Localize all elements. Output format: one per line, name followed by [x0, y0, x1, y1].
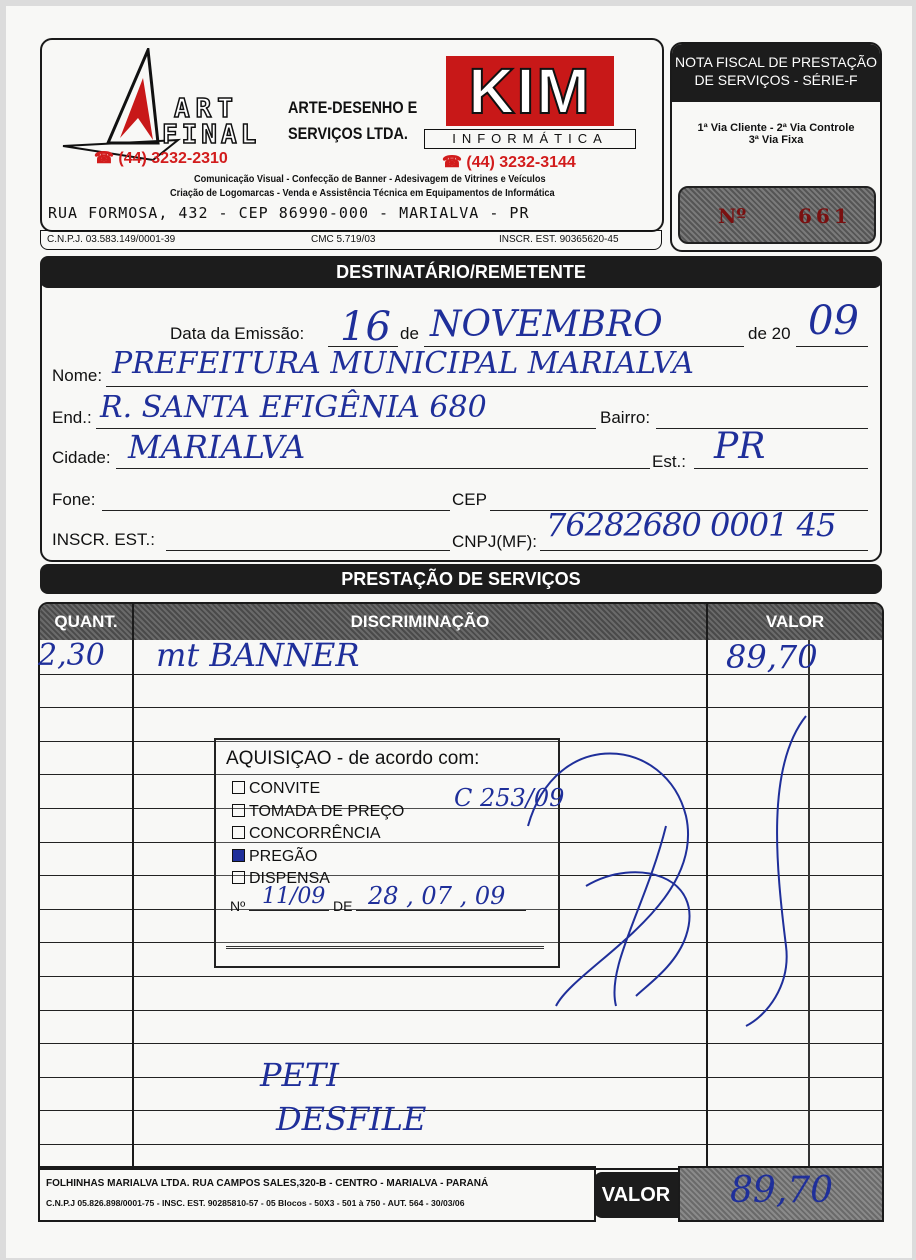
stamp-de-label: DE [333, 898, 353, 914]
cnpj-line [540, 550, 868, 551]
nota-title-line1: NOTA FISCAL DE PRESTAÇÃO [674, 54, 877, 70]
de-20-label: de 20 [748, 324, 791, 343]
stamp-option [232, 801, 404, 824]
emission-year: 09 [808, 298, 859, 344]
est-label: Est.: [652, 452, 687, 471]
est-line [694, 468, 868, 469]
cidade-value: MARIALVA [128, 428, 306, 466]
stamp-number: 11/09 [262, 884, 326, 909]
col-valor-header: VALOR [708, 604, 882, 640]
stamp-option-label: CONVITE [249, 780, 321, 797]
item-valor: 89,70 [726, 638, 818, 676]
stamp-date: 28 , 07 , 09 [368, 882, 506, 910]
nome-line [106, 386, 868, 387]
stamp-option [232, 778, 404, 801]
phone-2-number: (44) 3232-3144 [466, 154, 576, 171]
nota-vias [672, 122, 880, 146]
nota-vias-line2: 3ª Via Fixa [748, 134, 804, 146]
nome-label: Nome: [52, 366, 103, 385]
kim-subtitle: INFORMÁTICA [424, 129, 636, 149]
company-address: RUA FORMOSA, 432 - CEP 86990-000 - MARIALVA - PR [48, 204, 530, 222]
stamp-option-label: PREGÃO [249, 847, 318, 865]
inscr-est-line [166, 550, 450, 551]
checkbox-icon [232, 804, 245, 817]
nome-value: PREFEITURA MUNICIPAL MARIALVA [112, 346, 694, 381]
company-name-line1: ARTE-DESENHO E [288, 98, 418, 117]
kim-logo: KIM [446, 56, 614, 126]
cnpj-value: 76282680 0001 45 [546, 506, 836, 544]
nota-title-line2: DE SERVIÇOS - SÉRIE-F [694, 72, 858, 88]
cnpj-label: CNPJ(MF): [452, 532, 537, 551]
bairro-label: Bairro: [600, 408, 651, 427]
stamp-option [232, 823, 404, 846]
stamp-option [232, 846, 404, 869]
phone-icon: ☎ [442, 154, 467, 171]
item-disc: mt BANNER [156, 636, 360, 674]
cidade-label: Cidade: [52, 448, 111, 467]
year-line [796, 346, 868, 347]
phone-icon: ☎ [94, 150, 119, 167]
nota-number-label: Nº [718, 204, 747, 228]
nota-title-bar [672, 44, 880, 102]
checkbox-icon [232, 781, 245, 794]
checkbox-icon [232, 849, 245, 862]
cep-label: CEP [452, 490, 487, 509]
table-row [40, 1144, 882, 1145]
emission-month: NOVEMBRO [430, 304, 663, 345]
cidade-line [116, 468, 650, 469]
destinatario-header: DESTINATÁRIO/REMETENTE [40, 256, 882, 288]
item-quant: 2,30 [38, 638, 105, 673]
logo-text-final: FINAL [162, 120, 261, 150]
emission-day: 16 [340, 304, 391, 350]
company-name-line2: SERVIÇOS LTDA. [288, 124, 408, 143]
table-row [40, 1043, 882, 1044]
checkbox-icon [232, 871, 245, 884]
company-info-strip [40, 230, 662, 250]
endereco-value: R. SANTA EFIGÊNIA 680 [100, 390, 487, 425]
stamp-bottom-rule [226, 946, 544, 949]
stamp-title: AQUISIÇAO - de acordo com: [226, 748, 480, 769]
col-quant-header: QUANT. [40, 604, 132, 640]
estado-value: PR [714, 426, 766, 467]
table-row [40, 1077, 882, 1078]
footer-line2: C.N.P.J 05.826.898/0001-75 - INSC. EST. 90285810-57 - 05 Blocos - 50X3 - 501 à 750 - AUT. 564 - 30/03/06 [46, 1198, 465, 1208]
services-line1: Comunicação Visual - Confecção de Banner - Adesivagem de Vitrines e Veículos [194, 174, 546, 185]
data-emissao-label: Data da Emissão: [170, 324, 305, 343]
col-divider-1 [132, 604, 134, 1168]
footer-valor-total: 89,70 [730, 1170, 834, 1211]
table-row [40, 1110, 882, 1111]
nota-number-box [678, 186, 876, 244]
nota-number: 661 [798, 204, 852, 228]
fone-line [102, 510, 450, 511]
phone-1 [94, 148, 228, 168]
stamp-option-label: TOMADA DE PREÇO [249, 802, 405, 820]
invoice-paper [6, 6, 912, 1258]
footer-line1: FOLHINHAS MARIALVA LTDA. RUA CAMPOS SALES,320-B - CENTRO - MARIALVA - PARANÁ [46, 1178, 489, 1189]
footer-valor-label: VALOR [594, 1172, 678, 1218]
stamp-option-label: CONCORRÊNCIA [249, 825, 381, 842]
logo-text-art: ART [174, 94, 239, 124]
signature-scribble-icon [516, 706, 836, 1036]
servicos-header: PRESTAÇÃO DE SERVIÇOS [40, 564, 882, 594]
signature-note-line2: DESFILE [276, 1100, 427, 1138]
footer-valor-box [678, 1166, 884, 1222]
fone-label: Fone: [52, 490, 96, 509]
company-cmc: CMC 5.719/03 [311, 234, 376, 245]
footer-box [38, 1166, 596, 1222]
acquisition-stamp [214, 738, 565, 968]
stamp-option-label: DISPENSA [249, 870, 330, 887]
inscr-est-label: INSCR. EST.: [52, 530, 155, 549]
stamp-no-label: Nº [230, 898, 246, 914]
col-disc-header: DISCRIMINAÇÃO [134, 604, 706, 640]
checkbox-icon [232, 826, 245, 839]
de-label: de [400, 324, 419, 343]
stamp-options [232, 778, 404, 891]
company-inscr: INSCR. EST. 90365620-45 [499, 234, 619, 245]
signature-note-line1: PETI [260, 1056, 339, 1094]
phone-2 [442, 152, 576, 172]
services-line2: Criação de Logomarcas - Venda e Assistência Técnica em Equipamentos de Informática [170, 188, 555, 199]
end-label: End.: [52, 408, 92, 427]
nota-vias-line1: 1ª Via Cliente - 2ª Via Controle [697, 122, 855, 134]
company-cnpj: C.N.P.J. 03.583.149/0001-39 [47, 234, 176, 245]
stamp-handwritten-ref: C 253/09 [454, 784, 565, 812]
phone-1-number: (44) 3232-2310 [118, 150, 228, 167]
